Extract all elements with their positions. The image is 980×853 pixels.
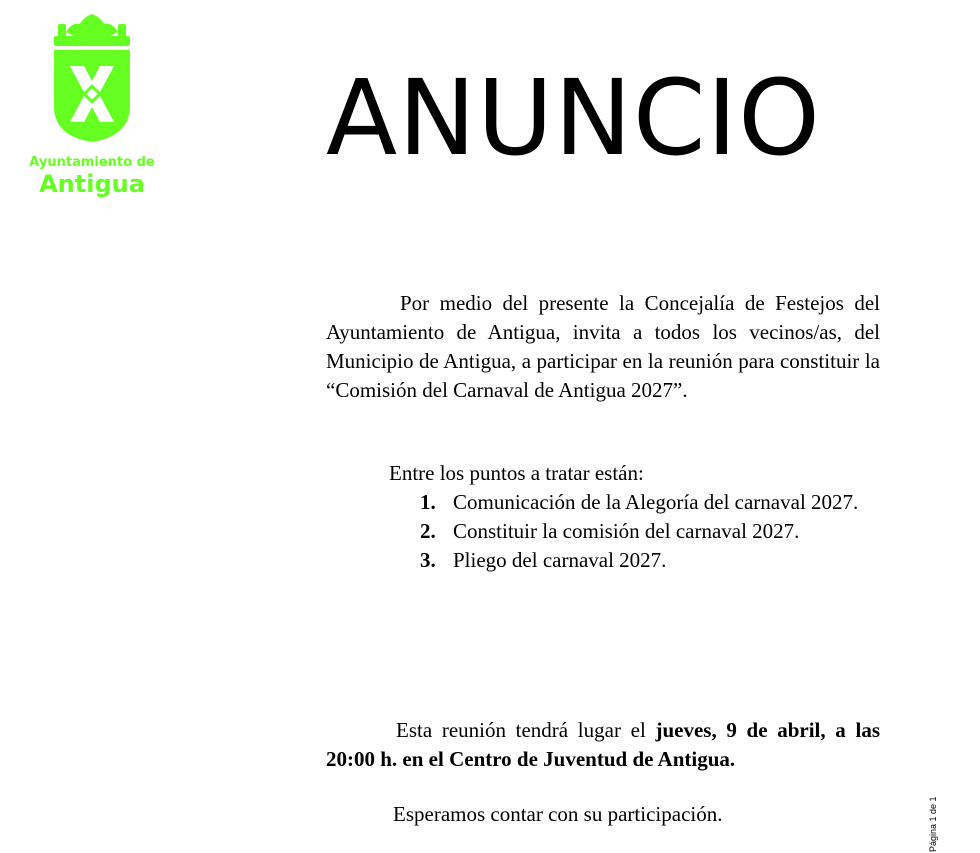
points-heading: Entre los puntos a tratar están: [389, 461, 644, 485]
list-item-text: Constituir la comisión del carnaval 2027. [453, 519, 800, 543]
logo-name: Antigua [39, 170, 145, 198]
meeting-lead: Esta reunión tendrá lugar el [396, 718, 656, 742]
meeting-details: jueves, 9 de abril, a las 20:00 h. en el Centro de Juventud de Antigua. [326, 718, 880, 771]
list-item-number: 2. [420, 519, 436, 543]
closing-line: Esperamos contar con su participación. [393, 802, 723, 826]
list-item-number: 3. [420, 548, 436, 572]
list-item [420, 488, 880, 517]
list-item-text: Comunicación de la Alegoría del carnaval 2027. [453, 490, 859, 514]
municipal-logo [22, 10, 162, 198]
agenda-list [420, 488, 880, 575]
list-item-text: Pliego del carnaval 2027. [453, 548, 667, 572]
list-item-number: 1. [420, 490, 436, 514]
meeting-paragraph [326, 716, 880, 774]
page-number: Página 1 de 1 [928, 796, 938, 852]
antigua-coat-of-arms-icon [22, 10, 162, 150]
list-item [420, 517, 880, 546]
logo-subtitle: Ayuntamiento de [29, 155, 155, 170]
list-item [420, 546, 880, 575]
intro-paragraph: Por medio del presente la Concejalía de Festejos del Ayuntamiento de Antigua, invita a todos los vecinos/as, del Municipio de Antigua, a participar en la reunión para constituir la “Comisión del Carnaval de Antigua 2027”. [326, 291, 880, 402]
page-title: ANUNCIO [326, 57, 822, 179]
